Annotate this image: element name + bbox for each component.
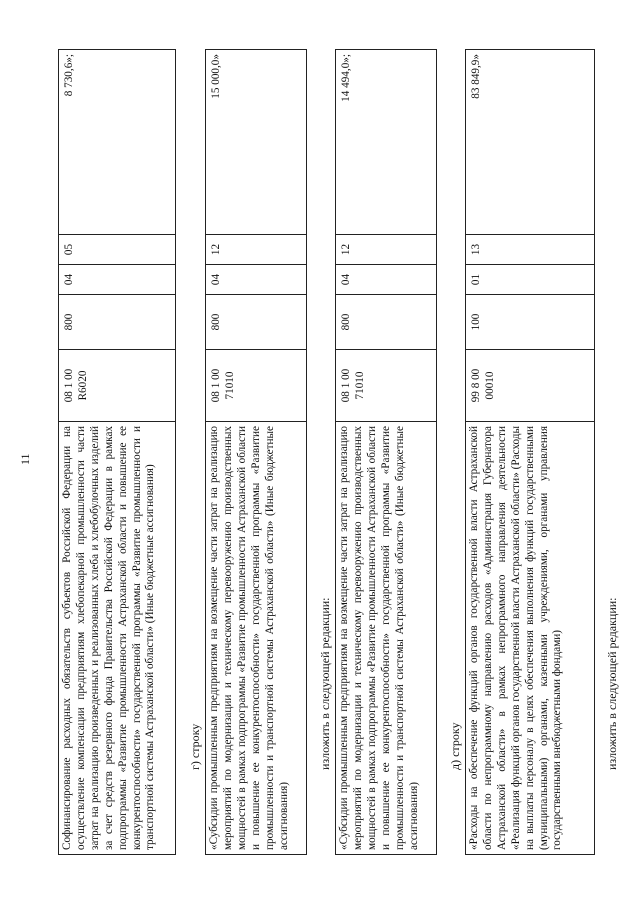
item-g-label: г) строку — [188, 723, 202, 770]
row-description: «Субсидии промышленным предприятиям на возмещение части затрат на реализацию мероприятий по модернизации и техническому перевооружению производственных мощностей в рамках подпрограммы «Развитие промышленности Астраханской области и повышение ее конкурентоспособности» государственной программы «Развитие промышленности и транспортной системы Астраханской области» (Иные бюджетные ассигнования) — [206, 422, 307, 855]
budget-table-row-3 — [335, 49, 437, 855]
row-target-code: 08 1 00 R6020 — [59, 350, 176, 422]
page-number: 11 — [18, 453, 32, 465]
row-target-code: 08 1 00 71010 — [206, 350, 307, 422]
row-amount: 8 730,6»; — [59, 50, 176, 235]
row-subsection: 05 — [59, 235, 176, 265]
budget-table-row-4 — [465, 49, 595, 855]
row-description: Софинансирование расходных обязательств субъектов Российской Федерации на осуществление компенсации предприятиям хлебопекарной промышленности части затрат на реализацию произведенных и реализованных хлеба и хлебобулочных изделий за счет средств резервного фонда Правительства Российской Федерации в рамках подпрограммы «Развитие промышленности Астраханской области и повышение ее конкурентоспособности» государственной программы «Развитие промышленности и транспортной системы Астраханской области» (Иные бюджетные ассигнования) — [59, 422, 176, 855]
table-row — [206, 50, 307, 855]
row-subsection: 13 — [466, 235, 595, 265]
row-subsection: 12 — [336, 235, 437, 265]
table-row — [59, 50, 176, 855]
row-section: 04 — [336, 265, 437, 295]
row-expense-type: 800 — [206, 295, 307, 350]
budget-table-row-2 — [205, 49, 307, 855]
table-row — [336, 50, 437, 855]
budget-table-row-1 — [58, 49, 176, 855]
row-target-code: 08 1 00 71010 — [336, 350, 437, 422]
row-section: 01 — [466, 265, 595, 295]
row-description: «Расходы на обеспечение функций органов государственной власти Астраханской области по непрограммному направлению расходов «Администрация Губернатора Астраханской области» в рамках непрограммного направления деятельности «Реализация функций органов государственной власти Астраханской области» (Расходы на выплаты персоналу в целях обеспечения выполнения функций государственными (муниципальными) органами, казенными учреждениями, органами управления государственными внебюджетными фондами) — [466, 422, 595, 855]
row-target-code: 99 8 00 00010 — [466, 350, 595, 422]
statement-label-2: изложить в следующей редакции: — [605, 597, 619, 770]
row-subsection: 12 — [206, 235, 307, 265]
row-amount: 14 494,0»; — [336, 50, 437, 235]
item-d-label: д) строку — [448, 722, 462, 770]
row-amount: 83 849,9» — [466, 50, 595, 235]
row-expense-type: 800 — [59, 295, 176, 350]
row-section: 04 — [206, 265, 307, 295]
row-expense-type: 100 — [466, 295, 595, 350]
row-description: «Субсидии промышленным предприятиям на возмещение части затрат на реализацию мероприятий по модернизации и техническому перевооружению производственных мощностей в рамках подпрограммы «Развитие промышленности Астраханской области и повышение ее конкурентоспособности» государственной программы «Развитие промышленности и транспортной системы Астраханской области» (Иные бюджетные ассигнования) — [336, 422, 437, 855]
statement-label-1: изложить в следующей редакции: — [318, 597, 332, 770]
row-amount: 15 000,0» — [206, 50, 307, 235]
row-section: 04 — [59, 265, 176, 295]
row-expense-type: 800 — [336, 295, 437, 350]
table-row — [466, 50, 595, 855]
